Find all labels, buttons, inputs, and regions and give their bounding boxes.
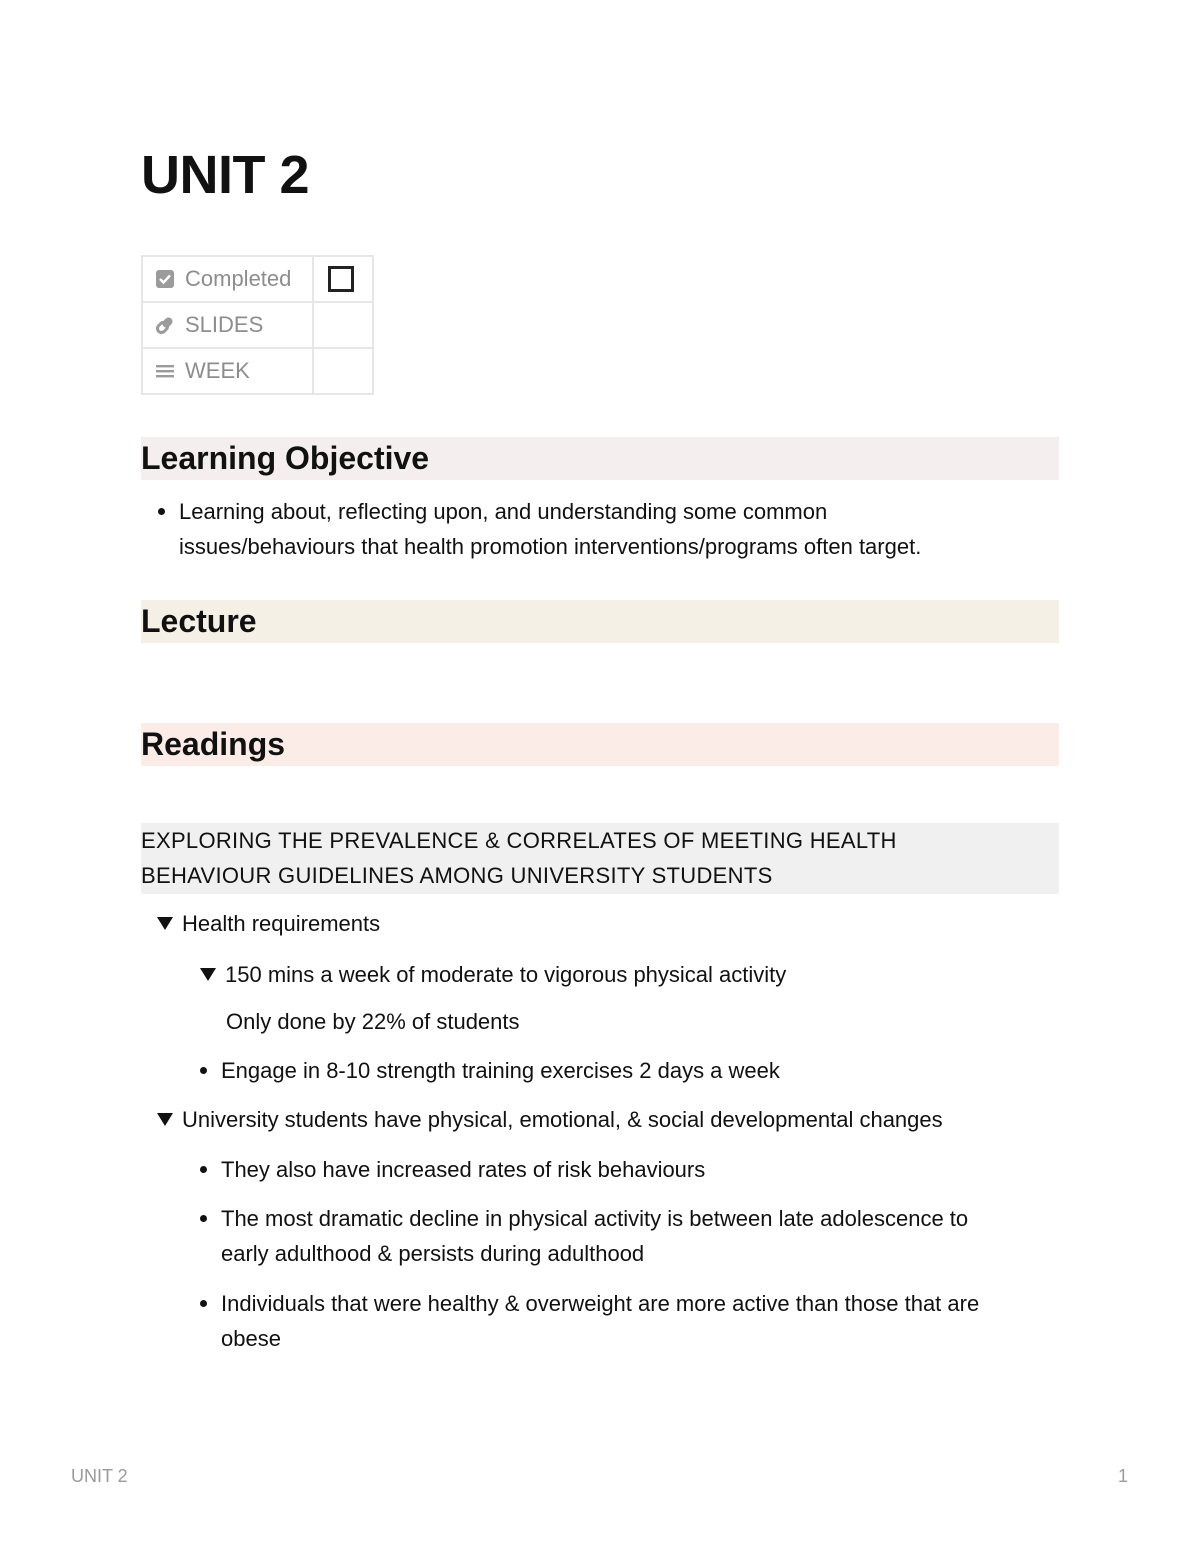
property-row-week xyxy=(142,348,373,394)
list-item xyxy=(141,494,1059,564)
text-lines-icon xyxy=(154,360,176,382)
list-item xyxy=(183,1152,705,1187)
heading-lecture: Lecture xyxy=(141,600,1059,643)
property-row-slides xyxy=(142,302,373,348)
property-label-week: WEEK xyxy=(185,358,250,383)
toggle-university-students[interactable] xyxy=(157,1102,943,1137)
list-item-text: The most dramatic decline in physical activity is between late adolescence to xyxy=(221,1206,969,1231)
week-value[interactable] xyxy=(313,348,373,394)
heading-learning-objective: Learning Objective xyxy=(141,437,1059,480)
objective-line-2: issues/behaviours that health promotion interventions/programs often target. xyxy=(179,534,922,559)
bullet-dot xyxy=(200,1166,207,1173)
toggle-triangle-icon[interactable] xyxy=(200,968,216,981)
property-row-completed xyxy=(142,256,373,302)
property-label-slides: SLIDES xyxy=(185,312,264,337)
list-item-text: early adulthood & persists during adulthood xyxy=(221,1241,645,1266)
page-title: UNIT 2 xyxy=(141,145,310,205)
completed-checkbox[interactable] xyxy=(328,266,354,292)
list-item xyxy=(183,1201,968,1271)
toggle-content-text: Only done by 22% of students xyxy=(226,1009,520,1034)
list-item-text: Individuals that were healthy & overweight are more active than those that are xyxy=(221,1291,980,1316)
bullet-dot xyxy=(200,1215,207,1222)
toggle-label: Health requirements xyxy=(182,911,381,936)
list-item-text: Engage in 8-10 strength training exercises 2 days a week xyxy=(221,1058,780,1083)
bullet-dot xyxy=(158,508,165,515)
footer-title: UNIT 2 xyxy=(71,1466,128,1486)
list-item-text: obese xyxy=(221,1326,281,1351)
link-icon xyxy=(154,314,176,336)
callout-line-2: BEHAVIOUR GUIDELINES AMONG UNIVERSITY STUDENTS xyxy=(141,863,773,888)
properties-table xyxy=(141,255,374,395)
toggle-150-mins[interactable] xyxy=(200,957,786,992)
list-item xyxy=(183,1053,780,1088)
callout-line-1: EXPLORING THE PREVALENCE & CORRELATES OF MEETING HEALTH xyxy=(141,828,897,853)
toggle-health-requirements[interactable] xyxy=(157,906,380,941)
list-item-text: They also have increased rates of risk behaviours xyxy=(221,1157,706,1182)
property-label-completed: Completed xyxy=(185,266,292,291)
bullet-dot xyxy=(200,1067,207,1074)
bullet-dot xyxy=(200,1300,207,1307)
checkbox-icon xyxy=(154,268,176,290)
footer-page-number: 1 xyxy=(1118,1466,1129,1486)
slides-value[interactable] xyxy=(313,302,373,348)
list-item xyxy=(183,1286,979,1356)
toggle-triangle-icon[interactable] xyxy=(157,1113,173,1126)
toggle-label: University students have physical, emotional, & social developmental changes xyxy=(182,1107,943,1132)
toggle-triangle-icon[interactable] xyxy=(157,917,173,930)
objective-line-1: Learning about, reflecting upon, and understanding some common xyxy=(179,499,828,524)
reading-title-callout xyxy=(141,823,1059,894)
heading-readings: Readings xyxy=(141,723,1059,766)
toggle-label: 150 mins a week of moderate to vigorous physical activity xyxy=(225,962,787,987)
